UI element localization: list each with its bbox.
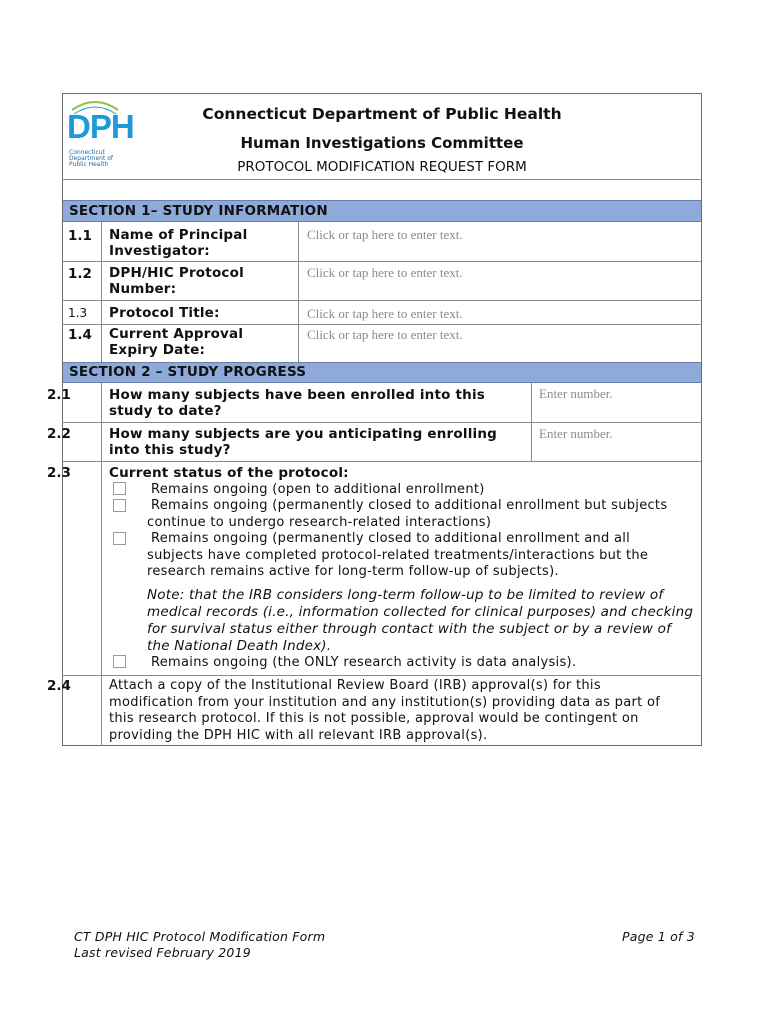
- status-option-open: Remains ongoing (open to additional enrollment): [151, 482, 485, 497]
- pi-name-label: Name of Principal Investigator:: [109, 227, 248, 259]
- protocol-title-input[interactable]: Click or tap here to enter text.: [307, 306, 463, 321]
- row-number: 1.1: [68, 228, 92, 244]
- status-checkbox-followup[interactable]: [113, 532, 126, 545]
- grid-line: [101, 222, 102, 362]
- page-number: Page 1 of 3: [622, 929, 695, 944]
- org-title: Connecticut Department of Public Health: [202, 105, 562, 123]
- followup-note: Note: that the IRB considers long-term follow-up to be limited to review of medical records (i.e., information collected for clinical purposes) and checking for survival status either through contact with the subject or by a review of the National Death Index).: [147, 587, 694, 654]
- logo-subtitle: Connecticut Department of Public Health: [69, 149, 113, 168]
- grid-line: [62, 300, 702, 301]
- grid-line: [298, 222, 299, 362]
- pi-name-input[interactable]: Click or tap here to enter text.: [307, 227, 463, 242]
- form-title: PROTOCOL MODIFICATION REQUEST FORM: [237, 159, 527, 175]
- row-number: 1.4: [68, 327, 92, 343]
- grid-line: [101, 383, 102, 746]
- row-number: 2.2: [47, 426, 71, 442]
- section1-band: [63, 200, 701, 222]
- logo-text: DPH: [67, 108, 134, 145]
- irb-approval-instructions: Attach a copy of the Institutional Review Board (IRB) approval(s) for this modification from your institution and any institution(s) providing data as part of this research protocol. If this is not possible, approval would be contingent on providing the DPH HIC with all relevant IRB approval(s).: [109, 678, 661, 743]
- row-number: 1.3: [68, 306, 88, 320]
- enrolled-count-input[interactable]: Enter number.: [539, 386, 613, 401]
- header-divider: [62, 179, 702, 180]
- row-number: 2.4: [47, 678, 71, 694]
- grid-line: [62, 461, 702, 462]
- section1-title: SECTION 1– STUDY INFORMATION: [69, 203, 328, 219]
- expiry-date-label: Current Approval Expiry Date:: [109, 326, 244, 358]
- grid-line: [62, 422, 702, 423]
- row-number: 2.3: [47, 465, 71, 481]
- section2-band: [63, 362, 701, 383]
- committee-title: Human Investigations Committee: [240, 134, 524, 152]
- status-checkbox-closed-interactions[interactable]: [113, 499, 126, 512]
- status-option-followup: Remains ongoing (permanently closed to additional enrollment and all subjects have completed protocol-related treatments/interactions but the research remains active for long-term follow-up of subjects).: [147, 531, 649, 579]
- grid-line: [62, 675, 702, 676]
- anticipated-count-label: How many subjects are you anticipating enrolling into this study?: [109, 426, 498, 458]
- status-checkbox-data-analysis[interactable]: [113, 655, 126, 668]
- status-checkbox-open[interactable]: [113, 482, 126, 495]
- anticipated-count-input[interactable]: Enter number.: [539, 426, 613, 441]
- footer-form-name: CT DPH HIC Protocol Modification Form: [74, 929, 326, 944]
- grid-line: [62, 324, 702, 325]
- row-number: 1.2: [68, 266, 92, 282]
- protocol-number-input[interactable]: Click or tap here to enter text.: [307, 265, 463, 280]
- footer-revised-date: Last revised February 2019: [74, 945, 251, 960]
- status-option-closed-interactions: Remains ongoing (permanently closed to additional enrollment but subjects continue to undergo research-related interactions): [147, 498, 668, 530]
- protocol-title-label: Protocol Title:: [109, 305, 220, 321]
- grid-line: [62, 261, 702, 262]
- protocol-status-label: Current status of the protocol:: [109, 465, 349, 481]
- protocol-number-label: DPH/HIC Protocol Number:: [109, 265, 244, 297]
- section2-title: SECTION 2 – STUDY PROGRESS: [69, 364, 307, 380]
- expiry-date-input[interactable]: Click or tap here to enter text.: [307, 327, 463, 342]
- status-option-data-analysis: Remains ongoing (the ONLY research activity is data analysis).: [151, 655, 577, 670]
- row-number: 2.1: [47, 387, 71, 403]
- enrolled-count-label: How many subjects have been enrolled into this study to date?: [109, 387, 486, 419]
